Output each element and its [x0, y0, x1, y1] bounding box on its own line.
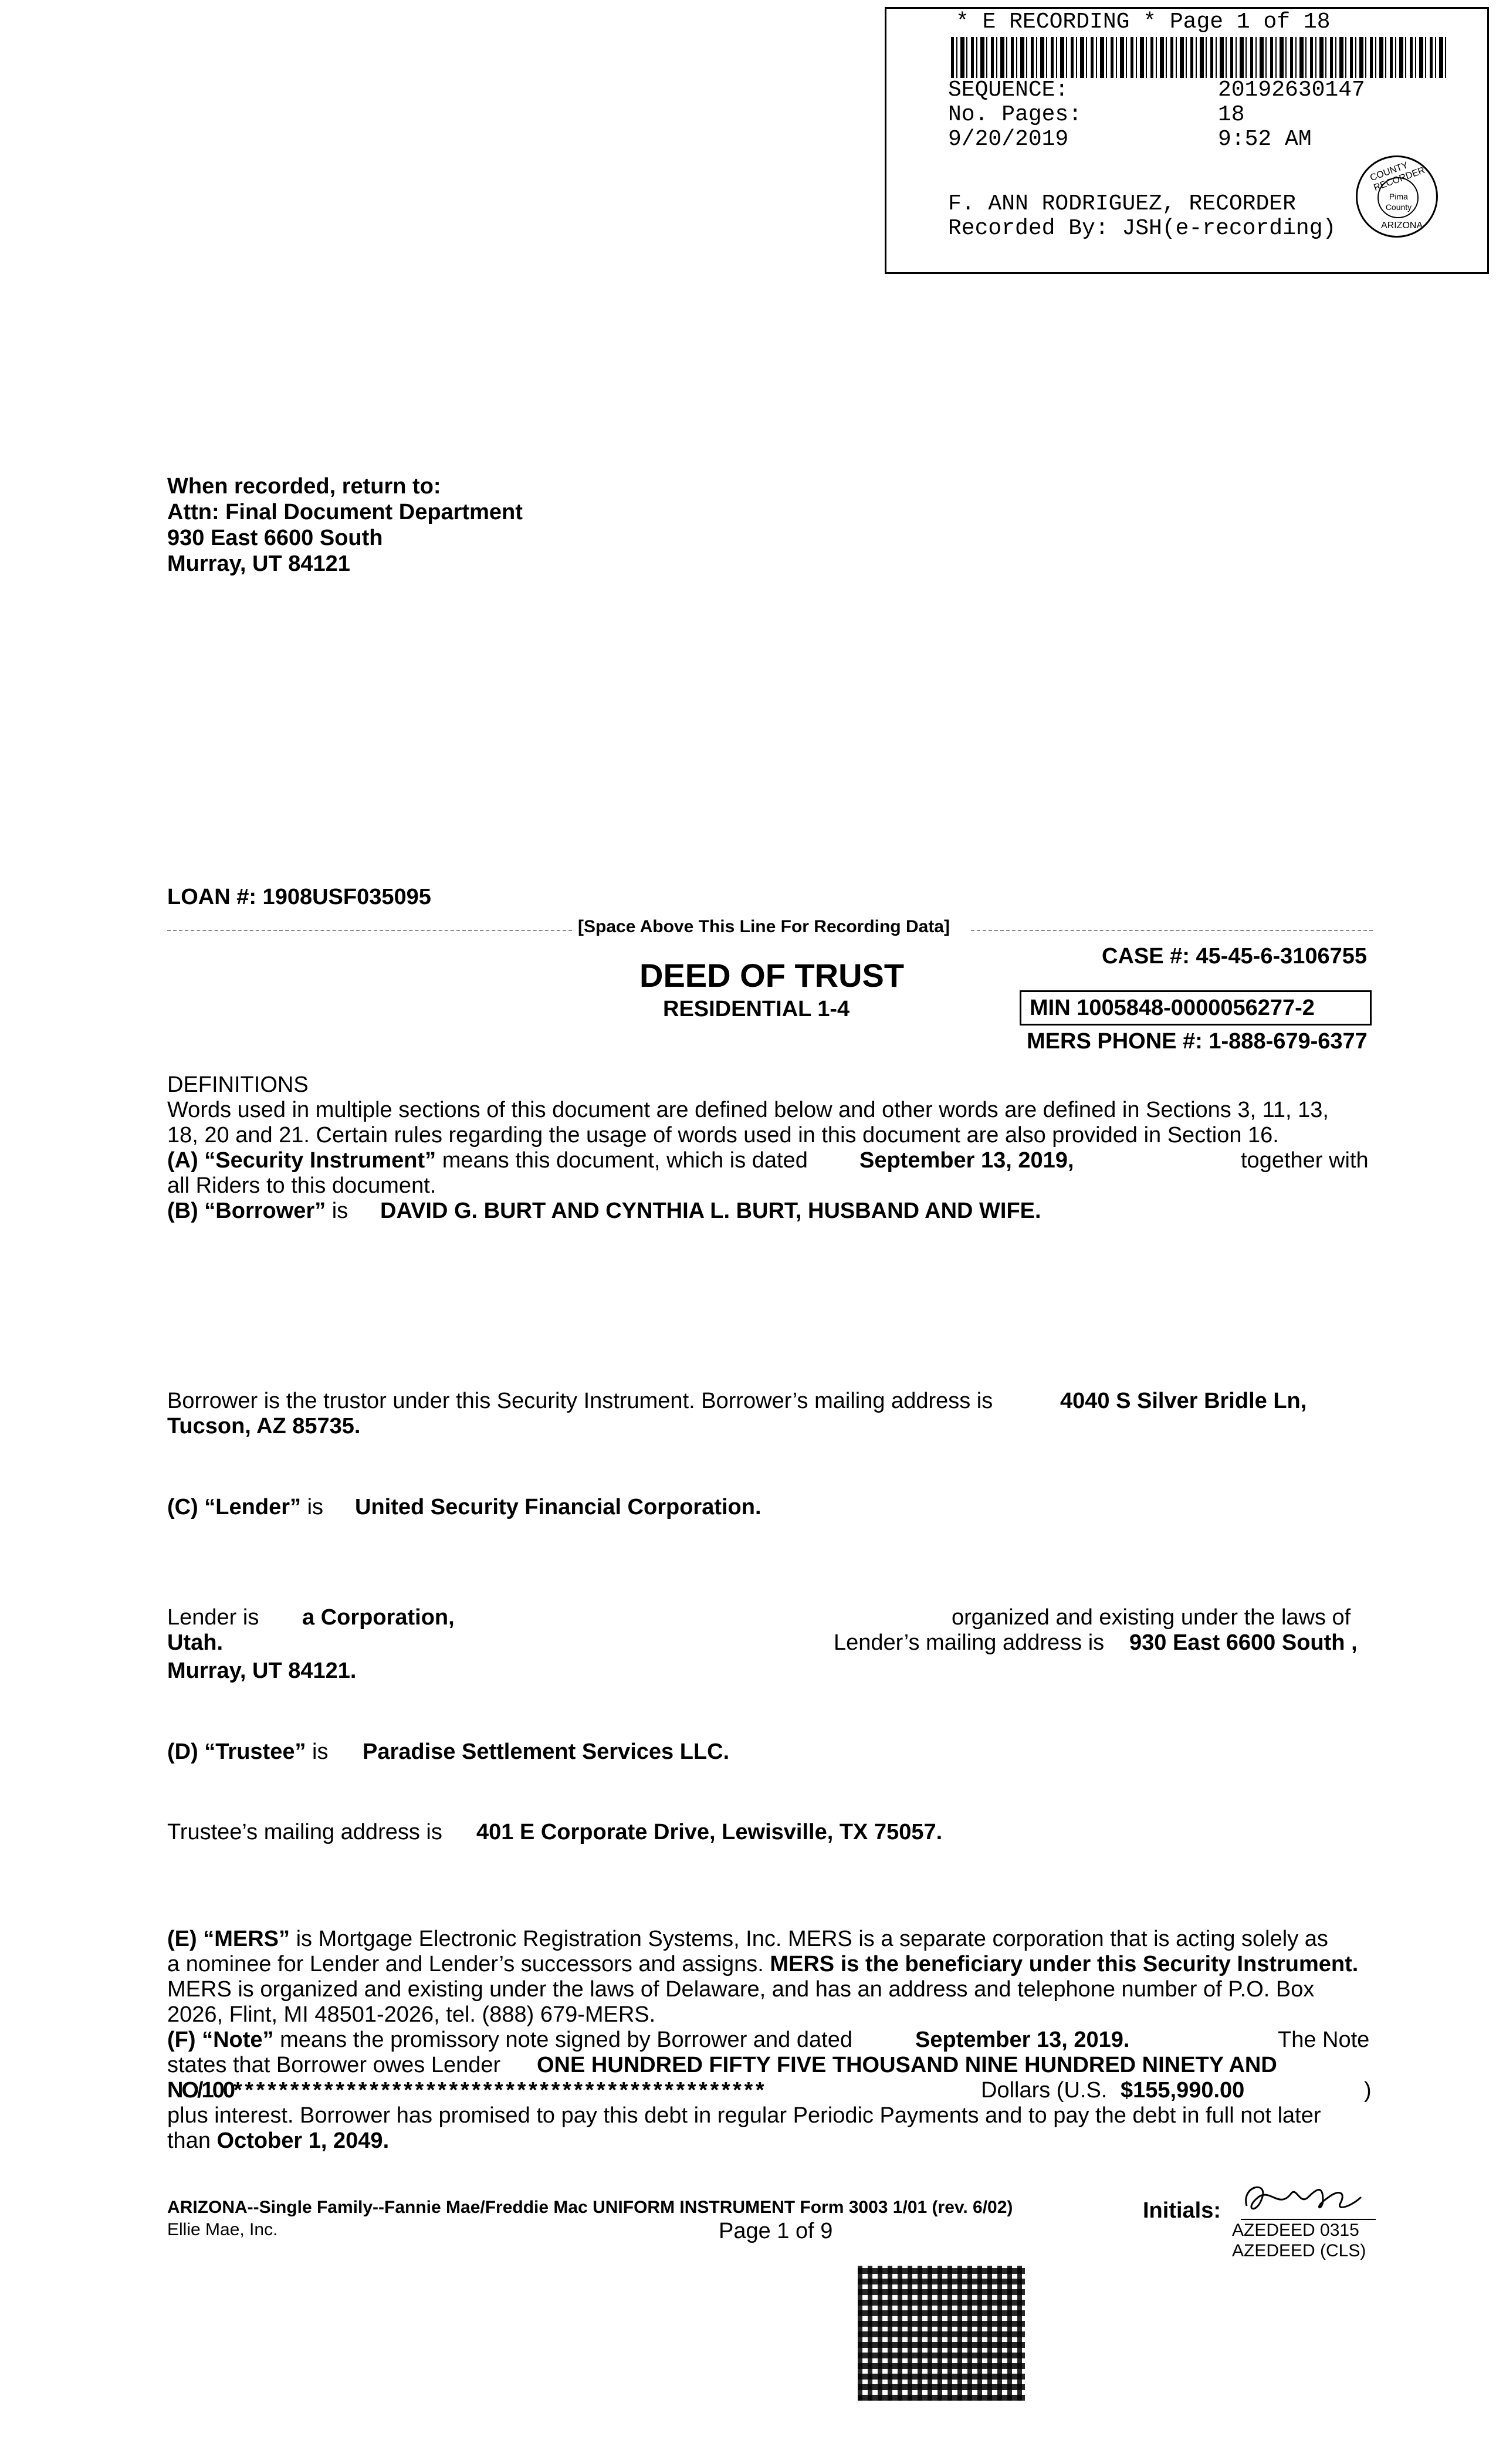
definition-f-tail: The Note	[1278, 2028, 1370, 2052]
borrower-names: DAVID G. BURT AND CYNTHIA L. BURT, HUSBAND AND WIFE.	[380, 1199, 1041, 1223]
definitions-intro-line2: 18, 20 and 21. Certain rules regarding the usage of words used in this document are also provided in Section 16.	[167, 1123, 1279, 1148]
lender-address: 930 East 6600 South ,	[1129, 1630, 1358, 1655]
case-number: CASE #: 45-45-6-3106755	[1102, 944, 1368, 969]
definition-e-line2	[167, 1951, 1358, 1978]
recording-stamp	[885, 7, 1489, 274]
space-above-line: [Space Above This Line For Recording Data]	[578, 917, 950, 936]
definition-e	[167, 1925, 1328, 1952]
trustee-name: Paradise Settlement Services LLC.	[363, 1739, 730, 1764]
loan-amount: $155,990.00	[1121, 2078, 1245, 2103]
definition-c-is: is	[307, 1495, 324, 1519]
lender-state: Utah.	[167, 1630, 223, 1655]
pages-label: No. Pages:	[948, 102, 1082, 127]
loan-amount-words-line1: ONE HUNDRED FIFTY FIVE THOUSAND NINE HUNDRED NINETY AND	[537, 2053, 1277, 2077]
lender-city: Murray, UT 84121.	[167, 1659, 357, 1683]
record-time: 9:52 AM	[1218, 127, 1312, 152]
definition-b-is: is	[331, 1199, 348, 1223]
definition-e-label: (E) “MERS”	[167, 1927, 290, 1951]
definition-a-text: means this document, which is dated	[442, 1148, 808, 1173]
initials-label: Initials:	[1143, 2198, 1221, 2223]
pages-value: 18	[1218, 102, 1245, 127]
lender-name: United Security Financial Corporation.	[355, 1495, 761, 1519]
definition-f-label: (F) “Note”	[167, 2028, 274, 2052]
lender-type: a Corporation,	[302, 1605, 455, 1630]
definition-b-label: (B) “Borrower”	[167, 1199, 326, 1223]
record-date: 9/20/2019	[948, 127, 1069, 152]
trustee-address-text: Trustee’s mailing address is	[167, 1820, 442, 1844]
sequence-label: SEQUENCE:	[948, 77, 1069, 103]
stamp-header: * E RECORDING * Page 1 of 18	[956, 9, 1331, 35]
definition-c-label: (C) “Lender”	[167, 1495, 301, 1519]
initials-signature	[1235, 2174, 1376, 2222]
definitions-heading: DEFINITIONS	[167, 1072, 309, 1097]
definition-a-line2: all Riders to this document.	[167, 1173, 436, 1198]
loan-number: LOAN #: 1908USF035095	[167, 885, 431, 909]
min-number: MIN 1005848-0000056277-2	[1020, 990, 1372, 1025]
definition-f-text2: states that Borrower owes Lender	[167, 2053, 501, 2077]
definition-f-text1: means the promissory note signed by Borrower and dated	[280, 2028, 852, 2052]
definition-c	[167, 1494, 323, 1521]
definition-f-text3: plus interest. Borrower has promised to pay this debt in regular Periodic Payments and to pay the debt in full not later	[167, 2103, 1321, 2128]
return-to-line4: Murray, UT 84121	[167, 551, 350, 576]
page-number: Page 1 of 9	[719, 2219, 833, 2243]
definition-e-line3: MERS is organized and existing under the laws of Delaware, and has an address and telephone number of P.O. Box	[167, 1977, 1315, 2002]
vendor-name: Ellie Mae, Inc.	[167, 2220, 278, 2239]
security-instrument-date: September 13, 2019,	[859, 1148, 1074, 1173]
sequence-value: 20192630147	[1218, 77, 1365, 103]
borrower-address-line2: Tucson, AZ 85735.	[167, 1414, 361, 1439]
definition-d-label: (D) “Trustee”	[167, 1739, 306, 1764]
definition-e-text2a: a nominee for Lender and Lender’s successors and assigns.	[167, 1952, 764, 1976]
recorded-by: Recorded By: JSH(e-recording)	[948, 216, 1336, 241]
definition-d	[167, 1738, 329, 1765]
borrower-address-text: Borrower is the trustor under this Security Instrument. Borrower’s mailing address is	[167, 1389, 993, 1413]
barcode	[951, 37, 1450, 78]
borrower-address-line1: 4040 S Silver Bridle Ln,	[1060, 1389, 1307, 1413]
recording-divider-right	[971, 930, 1373, 931]
note-date: September 13, 2019.	[915, 2028, 1130, 2052]
lender-address-text: Lender’s mailing address is	[834, 1630, 1105, 1655]
return-to-line1: When recorded, return to:	[167, 474, 441, 499]
form-code-1: AZEDEED 0315	[1232, 2221, 1359, 2240]
dollars-text: Dollars (U.S.	[981, 2078, 1108, 2103]
seal-top-text: COUNTY RECORDER	[1369, 160, 1427, 194]
definition-a	[167, 1147, 808, 1174]
recorder-name: F. ANN RODRIGUEZ, RECORDER	[948, 191, 1296, 216]
document-title: DEED OF TRUST	[639, 957, 905, 994]
trustee-address: 401 E Corporate Drive, Lewisville, TX 75057.	[476, 1820, 943, 1844]
document-barcode	[858, 2266, 1025, 2401]
lender-is-text: Lender is	[167, 1605, 259, 1630]
definition-f-than: than	[167, 2128, 211, 2153]
mers-beneficiary: MERS is the beneficiary under this Security Instrument.	[770, 1952, 1359, 1976]
lender-organized-text: organized and existing under the laws of	[952, 1605, 1351, 1630]
form-identifier: ARIZONA--Single Family--Fannie Mae/Freddie Mac UNIFORM INSTRUMENT Form 3003 1/01 (rev. 6/02)	[167, 2198, 1013, 2217]
form-code-2: AZEDEED (CLS)	[1232, 2241, 1366, 2260]
loan-amount-words-line2: NO/100* * * * * * * * * * * * * * * * * * * * * * * * * * * * * * * * * * * * * * * * * * * * * * *	[167, 2078, 763, 2103]
definition-d-is: is	[312, 1739, 329, 1764]
seal-center-text: Pima County	[1385, 192, 1412, 212]
maturity-date: October 1, 2049.	[216, 2128, 390, 2153]
definition-f	[167, 2026, 852, 2053]
document-subtitle: RESIDENTIAL 1-4	[663, 997, 850, 1021]
return-to-line3: 930 East 6600 South	[167, 526, 383, 550]
definitions-intro-line1: Words used in multiple sections of this document are defined below and other words are defined in Sections 3, 11, 13,	[167, 1098, 1329, 1122]
definition-b	[167, 1197, 348, 1224]
definition-e-text1: is Mortgage Electronic Registration Systems, Inc. MERS is a separate corporation that is acting solely as	[296, 1927, 1328, 1951]
seal-bottom-text: ARIZONA	[1381, 221, 1423, 231]
definition-a-label: (A) “Security Instrument”	[167, 1148, 436, 1173]
return-to-line2: Attn: Final Document Department	[167, 500, 523, 524]
definition-f-line5	[167, 2127, 389, 2154]
dollars-close-paren: )	[1364, 2078, 1372, 2103]
county-seal-icon	[1356, 155, 1438, 238]
definition-a-tail: together with	[1241, 1148, 1369, 1173]
definition-e-line4: 2026, Flint, MI 48501-2026, tel. (888) 679-MERS.	[167, 2002, 656, 2027]
recording-divider-left	[167, 930, 572, 931]
mers-phone: MERS PHONE #: 1-888-679-6377	[1027, 1029, 1368, 1054]
